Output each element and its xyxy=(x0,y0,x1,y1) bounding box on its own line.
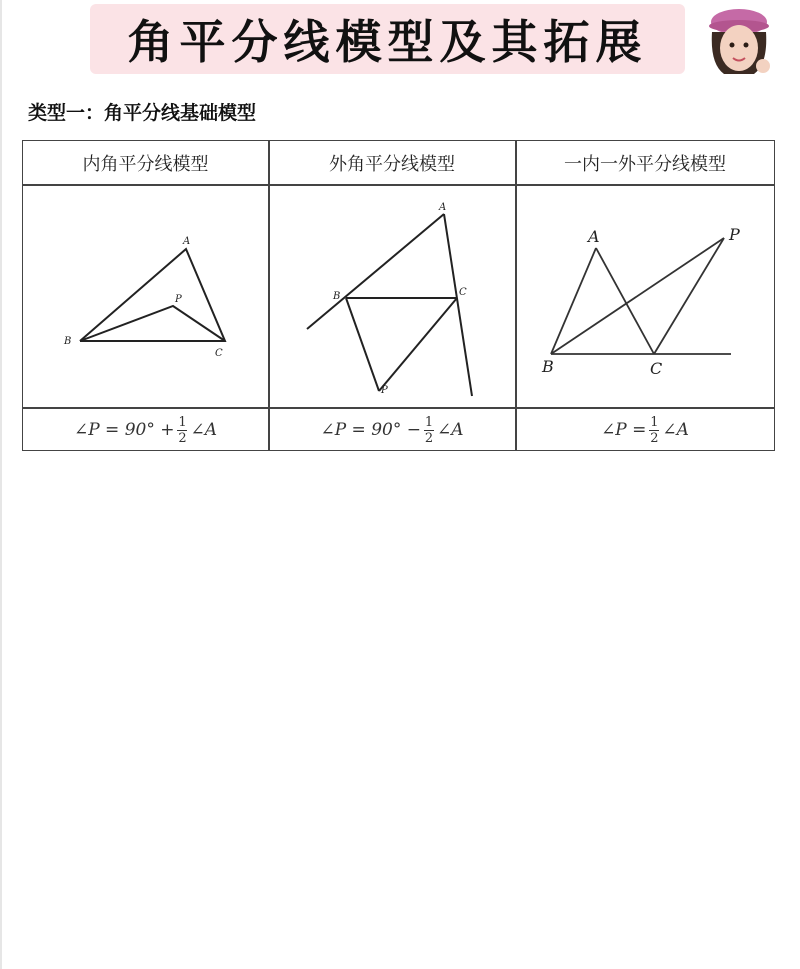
formula-lhs: ∠P = xyxy=(601,420,647,440)
fraction-numerator: 1 xyxy=(424,414,434,430)
header-inner-bisector: 内角平分线模型 xyxy=(82,154,209,175)
formula-rhs: ∠A xyxy=(436,420,464,440)
formula-inner-bisector xyxy=(23,409,268,451)
label-p: P xyxy=(729,225,740,244)
label-b: B xyxy=(542,357,554,376)
figure-outer-bisector xyxy=(269,186,515,408)
title-banner xyxy=(90,4,685,74)
label-a: A xyxy=(439,202,447,213)
fraction-denominator: 2 xyxy=(650,430,659,446)
fraction-denominator: 2 xyxy=(178,430,187,446)
header-outer-bisector: 外角平分线模型 xyxy=(329,154,455,175)
label-c: C xyxy=(459,287,467,298)
formula-lhs: ∠P = 90° − xyxy=(320,420,421,440)
formula-lhs: ∠P = 90° + xyxy=(73,420,175,440)
formula-rhs: ∠A xyxy=(662,420,689,440)
label-b: B xyxy=(64,336,72,347)
label-c: C xyxy=(215,348,223,359)
fraction-half xyxy=(424,416,434,445)
figure-inner-bisector xyxy=(23,186,268,408)
model-table xyxy=(22,140,775,451)
formula-inner-outer-bisector xyxy=(516,409,774,451)
label-a: A xyxy=(183,236,191,247)
label-b: B xyxy=(333,291,341,302)
header-inner-outer-bisector: 一内一外平分线模型 xyxy=(564,154,726,175)
fraction-half xyxy=(649,416,659,445)
label-c: C xyxy=(650,359,663,378)
section-title: 类型一：角平分线基础模型 xyxy=(28,102,257,124)
fraction-numerator: 1 xyxy=(650,414,659,430)
fraction-half xyxy=(177,416,187,445)
formula-rhs: ∠A xyxy=(190,420,218,440)
page-edge xyxy=(0,0,2,969)
figure-inner-outer-bisector xyxy=(516,186,774,408)
label-a: A xyxy=(588,227,600,246)
formula-outer-bisector xyxy=(269,409,515,451)
fraction-denominator: 2 xyxy=(424,430,434,446)
fraction-numerator: 1 xyxy=(178,414,187,430)
avatar-illustration xyxy=(698,2,780,84)
label-p: P xyxy=(175,294,182,305)
label-p: P xyxy=(381,385,388,396)
page-title: 角平分线模型及其拓展 xyxy=(127,15,648,69)
